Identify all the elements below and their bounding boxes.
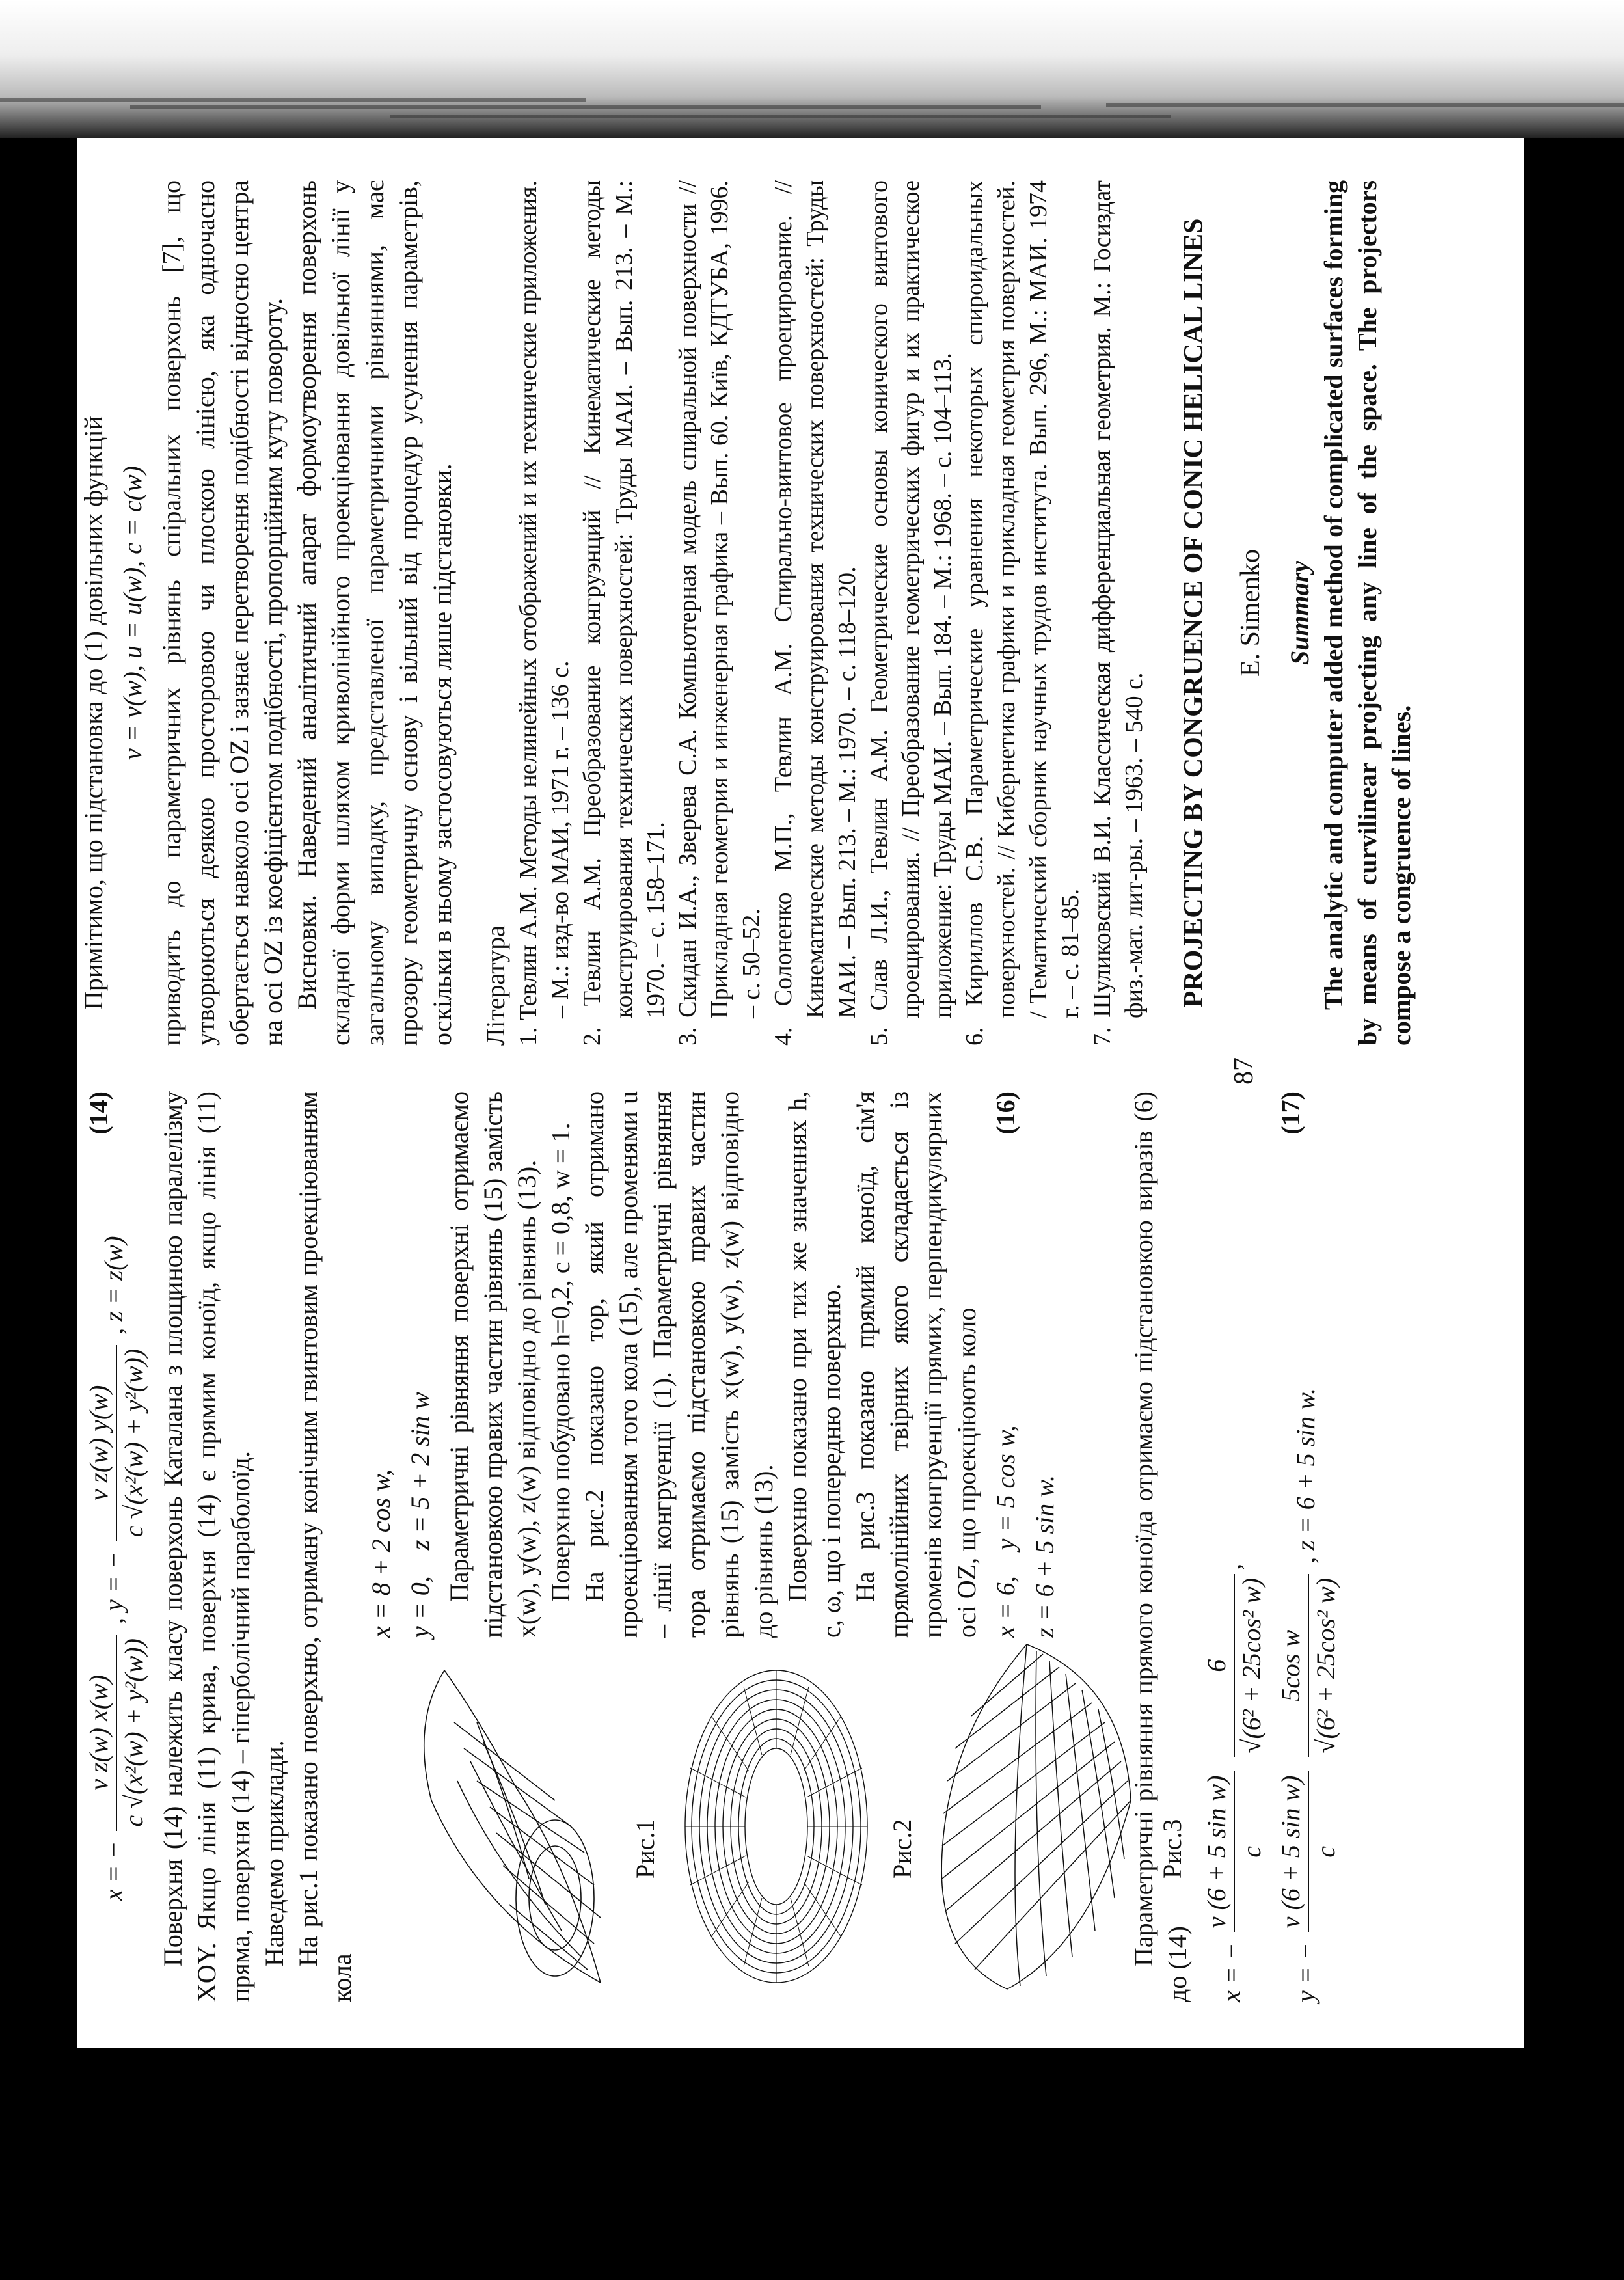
paragraph: Поверхню показано при тих же значеннях h, c, ω, що і попередню поверхню. [783,1091,846,1638]
reference-item: 6. Кириллов С.В. Параметрические уравнения некоторых спироидальных поверхностей. // Кибернетика графики и прикладная геометрия поверхностей. / Тематический сборник научных трудов института. Вып. 296, М.: МАИ. 1974 г. – с. 81–85. [961,180,1084,1046]
scanned-page [77,138,1524,2048]
references-heading: Література [481,925,510,1046]
reference-item: 1. Тевлин А.М. Методы нелинейных отображений и их технические приложения. – М.: изд-во МАИ, 1971 г. – 136 с. [515,180,574,1046]
equation-14: x = − v z(w) x(w) c √(x²(w) + y²(w)) , y = − v z(w) y(w) c √(x²(w) + y²(w)) , z = z(w) (14) [82,1091,151,2002]
author-name: E. Simenko [1236,549,1265,677]
figure-1-conic-surface [405,1657,620,1996]
paragraph: Поверхню побудовано h=0,2, c = 0,8, w = 1. [546,1122,575,1602]
paragraph: На рис.2 показано тор, який отримано проекціюванням того кола (15), але променями u – лінії конгруенції (1). Параметричні рівняння тора отримаємо підстановкою правих частин рівнянь (15) замість x(w), y(w), z(w) відповідно до рівнянь (13). [580,1091,778,1638]
paragraph: На рис.1 показано поверхню, отриману конічним гвинтовим проекціюванням кола [293,1091,357,2002]
equation-functions: v = v(w), u = u(w), c = c(w) [118,466,147,760]
equation-16: x = 6, y = 5 cos w, (16) [991,1091,1020,1638]
paragraph: Поверхня (14) належить класу поверхонь Каталана з площиною паралелізму XOY. Якщо лінія (11) крива, поверхня (14) є прямим коноїд, якщо лінія (11) пряма, поверхня (14) – гіперболічний параболоїд. [158,1091,255,2002]
right-column [77,180,1418,1046]
paragraph: Параметричні рівняння поверхні отримаємо підстановкою правих частин рівнянь (15) замість x(w), y(w), z(w) відповідно до рівнянь (13). [444,1091,541,1638]
reference-item: 3. Скидан И.А., Зверева С.А. Компьютерная модель спиральной поверхности // Прикладная геометрия и инженерная графика – Вып. 60. Київ, КДТУБА, 1996. – с. 50–52. [674,180,765,1046]
paragraph: На рис.3 показано прямий коноїд, сім'я прямолінійних твірних якого складається із променів конгруенції прямих, перпендикулярних осі OZ, що проекціюють коло [850,1091,981,1638]
reference-item: 4. Солоненко М.П., Тевлин А.М. Спирально-винтовое проецирование. // Кинематические методы конструирования технических поверхностей: Труды МАИ. – Вып. 213. – М.: 1970. – с. 118–120. [770,180,861,1046]
figure-3-conoid [929,1631,1144,1996]
figure-1-caption: Рис.1 [630,1819,660,1879]
reference-item: 5. Слав Л.И., Тевлин А.М. Геометрические основы конического винтового проецирования. // Преобразование геометрических фигур и их практическое приложение: Труды МАИ. – Вып. 184. – М.: 1968. – с. 104–113. [865,180,956,1046]
rotated-page-content [77,138,1524,2048]
figure-3-caption: Рис.3 [1157,1819,1187,1879]
conclusions-paragraph: Висновки. Наведений аналітичний апарат формоутворення поверхонь складної форми шляхом криволінійного проекціювання довільної лінії у загальному випадку, представленої параметричними рівняннями, має прозору геометричну основу і вільний від процедур усунення параметрів, оскільки в ньому застосовуються лише підстановки. [292,180,457,1046]
page-number: 87 [1229,1057,1259,1085]
left-column: x = − v z(w) x(w) c √(x²(w) + y²(w)) , y = − v z(w) y(w) c √(x²(w) + y²(w)) , z = z(w) (14) Поверхня (14) належить класу поверхонь Каталана з площиною паралелізму XOY. Якщо лінія (11) крива, поверхня (14) є прямим коноїд, якщо лінія (11) пряма, поверхня (14) – гіперболічний параболоїд. Наведемо приклади. На рис.1 показано поверхню, отриману конічним гвинтовим проекціюванням кола x = 8 + 2 cos w, y = 0, z = 5 + 2 sin w Параметричні рівняння поверхні отримаємо підстановкою правих частин рівнянь (15) замість x(w), y(w), z(w) відповідно до рівнянь (13). Поверхню побудовано h=0,2, c = 0,8, w = 1. На рис.2 показано тор, який отримано проекціюванням того кола (15), але променями u – лінії конгруенції (1). Параметричні рівняння тора отримаємо підстановкою правих частин рівнянь (15) замість x(w), y(w), z(w) відповідно до рівнянь (13). Поверхню показано при тих же значеннях h, c, ω, що і попередню поверхню. На рис.3 показано прямий коноїд, сім'я прямолінійних твірних якого складається із променів конгруенції прямих, перпендикулярних осі OZ, що проекціюють коло x = 6, y = 5 cos w, (16) z = 6 + 5 sin w. Параметричні рівняння прямого коноїда отримаємо підстановкою виразів (6) до (14) x = − v (6 + 5 sin w) c 6 √(6² + 25cos² w) , y = − v (6 + 5 sin w) c 5cos w √(6² + 25cos² w) , z = 6 + 5 sin w. (17) [77,1091,1348,2002]
summary-text: The analytic and computer added method of complicated surfaces forming by means of curvilinear projecting any line of the space. The projectors compose a congruence of lines. [1319,180,1416,1046]
equation-number: (14) [84,1091,113,1135]
page-top-shadow [0,0,1624,138]
reference-item: 2. Тевлин А.М. Преобразование конгруэнций // Кинематические методы конструирования технических поверхностей: Труды МАИ. – Вып. 213. – М.: 1970. – с. 158–171. [578,180,670,1046]
paragraph: приводить до параметричних рівнянь спіральних поверхонь [7], що утворюються деякою просторовою чи плоскою лінією, яка одночасно обертається навколо осі OZ і зазнає перетворення подібності відносно центра на осі OZ із коефіцієнтом подібності, пропорційним куту повороту. [157,180,288,1046]
reference-item: 7. Шуликовский В.И. Классическая дифференциальная геометрия. М.: Госиздат физ.-мат. лит-ры. – 1963. – 540 с. [1089,180,1148,1046]
references-list [513,180,1150,1046]
equation-17: x = − v (6 + 5 sin w) c 6 √(6² + 25cos² w) , [1200,1091,1269,2002]
paragraph: Наведемо приклади. [260,1740,289,1966]
figure-2-torus [672,1657,880,1996]
summary-heading: Summary [1285,560,1314,666]
figure-2-caption: Рис.2 [887,1819,917,1879]
paragraph: Параметричні рівняння прямого коноїда отримаємо підстановкою виразів (6) до (14) [1129,1091,1192,2002]
paragraph: Примітимо, що підстановка до (1) довільних функцій [79,416,108,1010]
english-title: PROJECTING BY CONGRUENCE OF CONIC HELICAL LINES [1179,218,1209,1008]
